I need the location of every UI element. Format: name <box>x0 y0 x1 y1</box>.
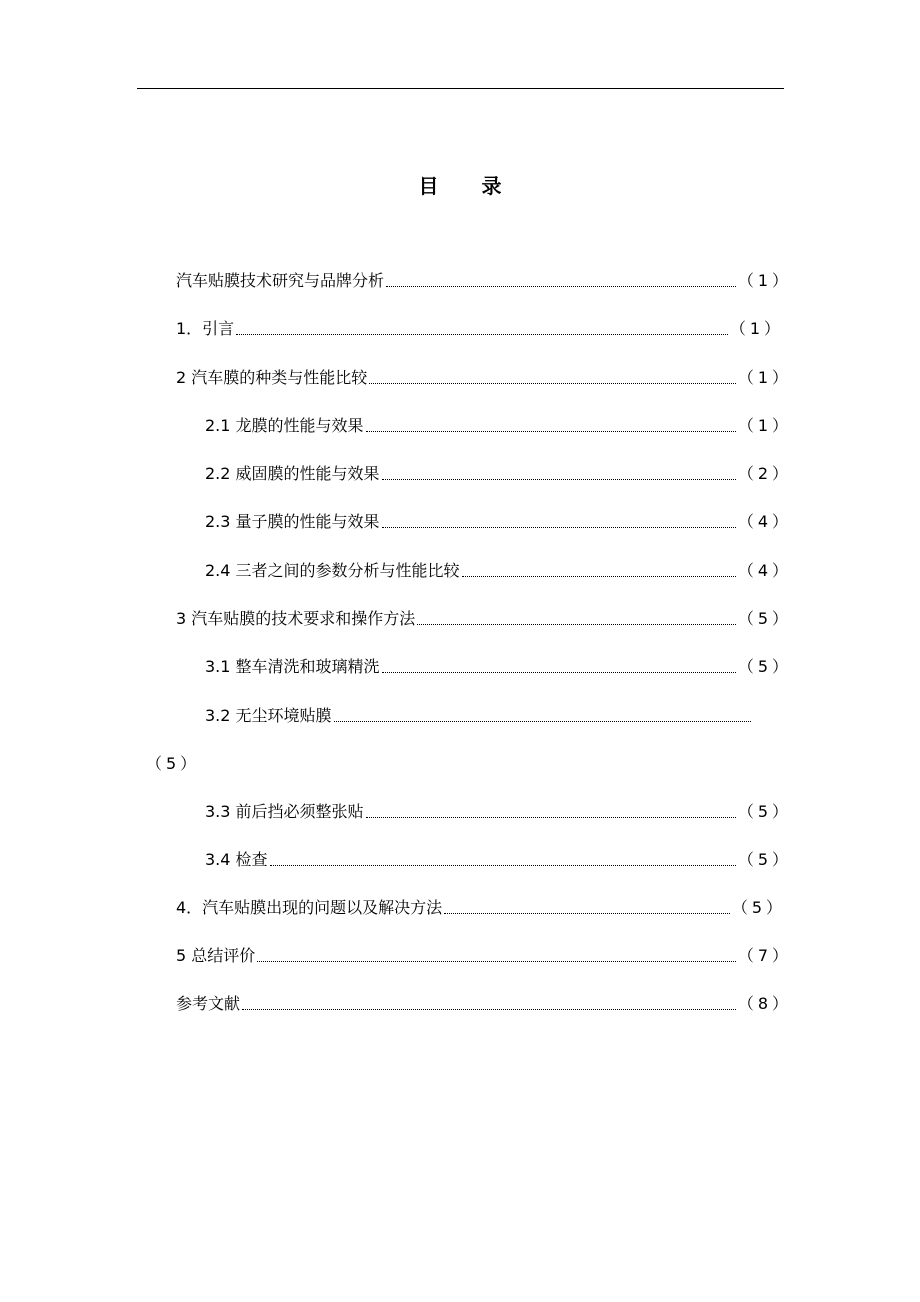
toc-page-number: （5） <box>737 657 792 676</box>
toc-entry[interactable] <box>205 704 753 728</box>
toc-dot-leader <box>382 671 736 673</box>
toc-dot-leader <box>417 623 736 625</box>
toc-entry[interactable] <box>176 944 792 968</box>
toc-page-number: （5） <box>146 754 201 773</box>
toc-entry[interactable] <box>205 655 792 679</box>
toc-entry-title: 2 汽车膜的种类与性能比较 <box>176 368 368 387</box>
toc-entry-title: 2.4 三者之间的参数分析与性能比较 <box>205 561 460 580</box>
toc-entry-title: 4．汽车贴膜出现的问题以及解决方法 <box>176 898 443 917</box>
toc-dot-leader <box>270 864 736 866</box>
header-rule <box>137 88 784 89</box>
toc-dot-leader <box>366 816 736 818</box>
toc-page-number: （5） <box>737 609 792 628</box>
toc-entry-title: 1．引言 <box>176 319 235 338</box>
toc-entry[interactable] <box>205 414 792 438</box>
toc-dot-leader <box>242 1008 736 1010</box>
toc-page-number: （5） <box>737 850 792 869</box>
toc-entry-title: 2.2 威固膜的性能与效果 <box>205 464 380 483</box>
toc-entry[interactable] <box>205 462 792 486</box>
toc-entry[interactable] <box>205 510 792 534</box>
toc-dot-leader <box>369 382 736 384</box>
toc-entry[interactable] <box>176 992 792 1016</box>
toc-page-number: （7） <box>737 946 792 965</box>
toc-entry[interactable] <box>176 896 786 920</box>
toc-dot-leader <box>462 575 736 577</box>
toc-dot-leader <box>257 960 736 962</box>
toc-page-number: （8） <box>737 994 792 1013</box>
toc-entry-title: 参考文献 <box>176 994 241 1013</box>
toc-entry[interactable] <box>205 848 792 872</box>
toc-entry[interactable] <box>176 269 792 293</box>
toc-page-number: （5） <box>731 898 786 917</box>
toc-entry-title: 3.4 检查 <box>205 850 268 869</box>
toc-dot-leader <box>382 526 736 528</box>
toc-dot-leader <box>334 720 751 722</box>
toc-entry[interactable] <box>176 607 792 631</box>
page-title: 目 录 <box>418 174 520 198</box>
toc-page-number: （1） <box>729 319 784 338</box>
toc-page-number: （4） <box>737 512 792 531</box>
toc-entry-title: 3.1 整车清洗和玻璃精洗 <box>205 657 380 676</box>
toc-dot-leader <box>444 912 730 914</box>
toc-page-number: （5） <box>737 802 792 821</box>
toc-entry-title: 2.3 量子膜的性能与效果 <box>205 512 380 531</box>
toc-page-number: （2） <box>737 464 792 483</box>
toc-dot-leader <box>386 285 736 287</box>
toc-dot-leader <box>366 430 736 432</box>
toc-entry[interactable] <box>176 317 784 341</box>
toc-entry-title: 3.2 无尘环境贴膜 <box>205 706 332 725</box>
toc-entry-title: 汽车贴膜技术研究与品牌分析 <box>176 271 385 290</box>
toc-entry-title: 2.1 龙膜的性能与效果 <box>205 416 364 435</box>
toc-entry[interactable] <box>205 800 792 824</box>
toc-page-number: （1） <box>737 271 792 290</box>
toc-entry-title: 3 汽车贴膜的技术要求和操作方法 <box>176 609 416 628</box>
toc-page-number: （4） <box>737 561 792 580</box>
toc-dot-leader <box>382 478 736 480</box>
toc-entry[interactable] <box>205 559 792 583</box>
toc-entry-title: 3.3 前后挡必须整张贴 <box>205 802 364 821</box>
toc-entry-title: 5 总结评价 <box>176 946 256 965</box>
toc-entry[interactable] <box>176 366 792 390</box>
toc-page-number: （1） <box>737 416 792 435</box>
toc-dot-leader <box>236 333 728 335</box>
toc-page-number: （1） <box>737 368 792 387</box>
